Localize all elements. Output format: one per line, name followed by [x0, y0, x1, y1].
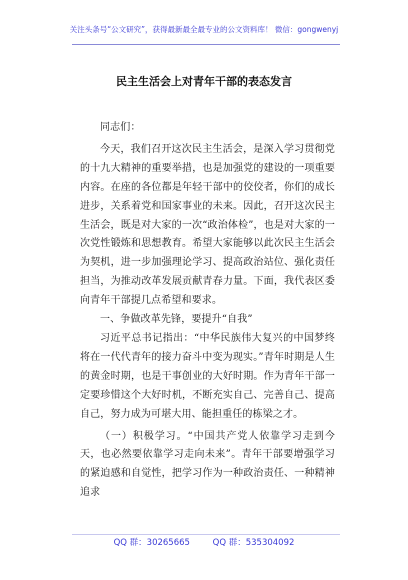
salutation: 同志们： — [100, 122, 141, 133]
document-body — [80, 119, 335, 503]
subsection-learning: （一）积极学习。“中国共产党人依靠学习走到今天，也必然要依靠学习走向未来”。青年干部要增强学习的紧迫感和自觉性，把学习作为一种政治责任、一种精神追求 — [80, 430, 335, 499]
qq-group-left: QQ 群：30265665 — [113, 538, 190, 548]
paragraph-intro: 今天，我们召开这次民主生活会，是深入学习贯彻党的十九大精神的重要举措，也是加强党的建设的一项重要内容。在座的各位都是年轻干部中的佼佼者，你们的成长进步，关系着党和国家事业的未来。因此，召开这次民主生活会，既是对大家的一次“政治体检”，也是对大家的一次党性锻炼和思想教育。希望大家能够以此次民主生活会为契机，进一步加强理论学习、提高政治站位、强化责任担当，为推动改革发展贡献青春力量。下面，我代表区委向青年干部提几点希望和要求。 — [80, 143, 335, 307]
footer-qq — [0, 536, 408, 548]
section-heading-1: 一、争做改革先锋，要提升“自我” — [100, 314, 253, 326]
document-title: 民主生活会上对青年干部的表态发言 — [116, 75, 292, 88]
header-rule — [72, 44, 340, 45]
header-notice: 关注头条号“公文研究”，获得最新最全最专业的公文资料库！ 微信：gongwenyj — [69, 25, 339, 34]
footer-rule — [72, 534, 340, 535]
paragraph-quote: 习近平总书记指出：“中华民族伟大复兴的中国梦终将在一代代青年的接力奋斗中变为现实。”青年时期是人生的黄金时期，也是干事创业的大好时期。作为青年干部一定要珍惜这个大好时机，不断充实自己、完善自己、提高自己，努力成为可堪大用、能担重任的栋梁之才。 — [80, 332, 335, 420]
qq-group-right: QQ 群：535304092 — [212, 538, 295, 548]
